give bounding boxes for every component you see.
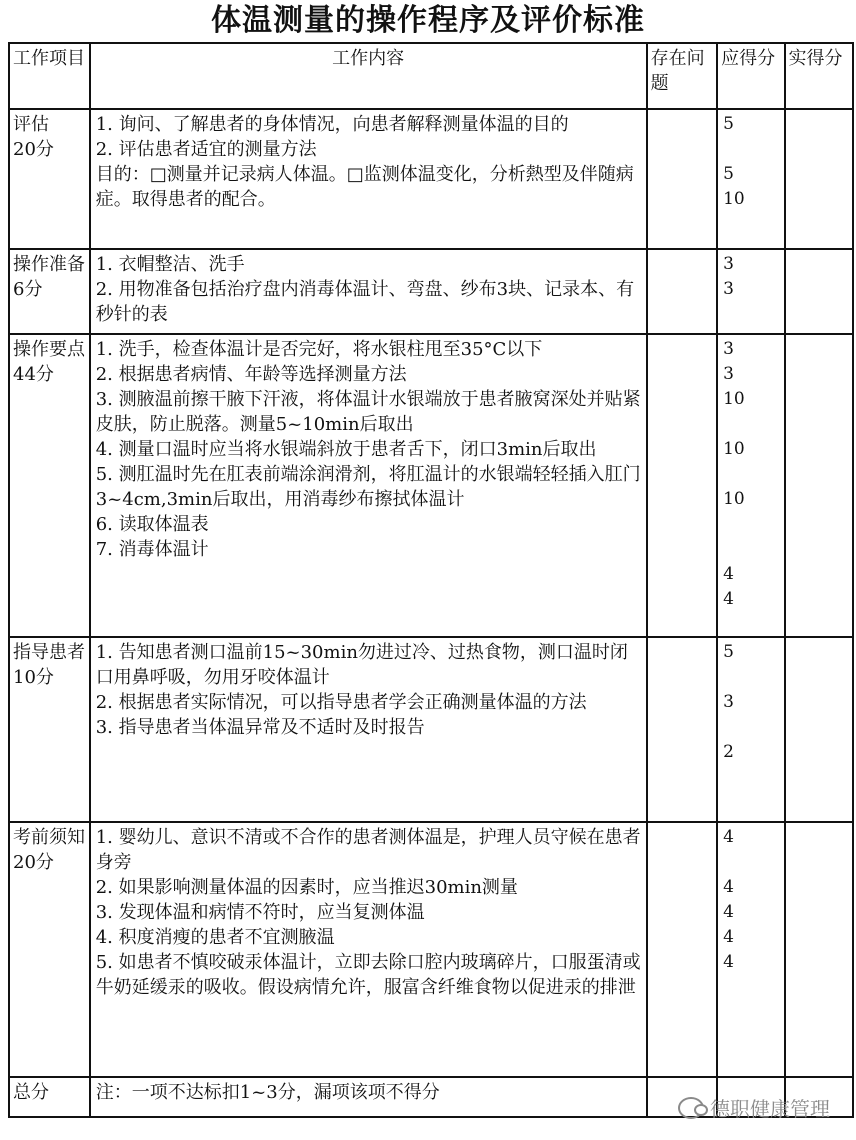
content-line: 3. 指导患者当体温异常及不适时及时报告 [95,717,425,738]
row-scores [717,637,784,822]
score-value: 4 [723,589,734,609]
watermark [678,1093,830,1122]
row-scores [717,109,784,249]
content-line: 3. 发现体温和病情不符时，应当复测体温 [95,902,425,923]
content-line: 1. 询问、了解患者的身体情况，向患者解释测量体温的目的 [95,114,569,135]
header-content: 工作内容 [90,43,647,109]
score-value [721,537,780,562]
score-value [721,412,780,437]
table-header-row [9,43,853,109]
row-content [90,109,647,249]
table-row [9,249,853,334]
content-line: 2. 评估患者适宜的测量方法 [95,139,317,160]
score-value: 10 [723,189,745,209]
table-row [9,334,853,637]
score-value: 4 [723,927,734,947]
score-value [721,462,780,487]
content-line: 目的：□测量并记录病人体温。□监测体温变化，分析熱型及伴随病症。取得患者的配合。 [95,164,634,210]
row-item: 评估 20分 [9,109,90,249]
header-actual-score: 实得分 [785,43,853,109]
row-problem[interactable] [647,822,718,1077]
row-content [90,637,647,822]
score-value: 4 [723,827,734,847]
row-actual-score[interactable] [785,822,853,1077]
score-value [721,137,780,162]
content-line: 4. 测量口温时应当将水银端斜放于患者舌下，闭口3min后取出 [95,439,597,460]
row-scores [717,822,784,1077]
row-problem[interactable] [647,334,718,637]
row-actual-score[interactable] [785,334,853,637]
watermark-text: 德职健康管理 [710,1097,830,1121]
content-line: 1. 婴幼儿、意识不清或不合作的患者测体温是，护理人员守候在患者身旁 [95,827,641,873]
row-item: 考前须知 20分 [9,822,90,1077]
score-value [721,715,780,740]
row-scores [717,249,784,334]
score-value: 10 [723,489,745,509]
row-item: 指导患者 10分 [9,637,90,822]
content-line: 5. 测肛温时先在肛表前端涂润滑剂，将肛温计的水银端轻轻插入肛门3~4cm,3min后取出，用消毒纱布擦拭体温计 [95,464,641,510]
content-line: 3. 测腋温前擦干腋下汗液，将体温计水银端放于患者腋窝深处并贴紧皮肤，防止脱落。测量5~10min后取出 [95,389,641,435]
header-item: 工作项目 [9,43,90,109]
row-actual-score[interactable] [785,249,853,334]
row-actual-score[interactable] [785,109,853,249]
row-content [90,249,647,334]
row-item: 总分 [9,1077,90,1117]
score-value: 5 [723,164,734,184]
note-line: 注：一项不达标扣1~3分，漏项该项不得分 [95,1082,440,1103]
score-value: 3 [723,339,734,359]
row-problem[interactable] [647,109,718,249]
row-scores [717,334,784,637]
content-line: 6. 读取体温表 [95,514,209,535]
evaluation-table [8,42,854,1118]
row-item: 操作要点 44分 [9,334,90,637]
table-row [9,637,853,822]
content-line: 1. 衣帽整洁、洗手 [95,254,245,275]
row-problem[interactable] [647,249,718,334]
content-line: 4. 积度消瘦的患者不宜测腋温 [95,927,335,948]
score-value: 3 [723,279,734,299]
content-line: 1. 洗手，检查体温计是否完好，将水银柱甩至35°C以下 [95,339,543,360]
table-row [9,109,853,249]
wechat-icon [678,1097,704,1119]
score-value [721,850,780,875]
score-value [721,512,780,537]
row-item: 操作准备6分 [9,249,90,334]
content-line: 5. 如患者不慎咬破汞体温计，立即去除口腔内玻璃碎片，口服蛋清或牛奶延缓汞的吸收。假设病情允许，服富含纤维食物以促进汞的排泄 [95,952,641,998]
score-value: 5 [723,114,734,134]
score-value: 3 [723,364,734,384]
score-value: 4 [723,564,734,584]
score-value: 10 [723,439,745,459]
score-value: 3 [723,692,734,712]
content-line: 2. 根据患者病情、年龄等选择测量方法 [95,364,407,385]
content-line: 1. 告知患者测口温前15~30min勿进过冷、过热食物，测口温时闭口用鼻呼吸，勿用牙咬体温计 [95,642,628,688]
row-problem[interactable] [647,637,718,822]
row-content [90,1077,647,1117]
header-problem: 存在问题 [647,43,718,109]
score-value: 5 [723,642,734,662]
content-line: 7. 消毒体温计 [95,539,209,560]
table-row [9,822,853,1077]
score-value: 2 [723,742,734,762]
content-line: 2. 根据患者实际情况，可以指导患者学会正确测量体温的方法 [95,692,587,713]
score-value: 4 [723,952,734,972]
score-value: 4 [723,902,734,922]
header-should-score: 应得分 [717,43,784,109]
content-line: 2. 如果影响测量体温的因素时，应当推迟30min测量 [95,877,518,898]
score-value: 4 [723,877,734,897]
row-content [90,822,647,1077]
content-line: 2. 用物准备包括治疗盘内消毒体温计、弯盘、纱布3块、记录本、有秒针的表 [95,279,635,325]
row-actual-score[interactable] [785,637,853,822]
score-value [721,665,780,690]
score-value: 10 [723,389,745,409]
row-content [90,334,647,637]
score-value: 3 [723,254,734,274]
page-title: 体温测量的操作程序及评价标准 [211,3,645,38]
